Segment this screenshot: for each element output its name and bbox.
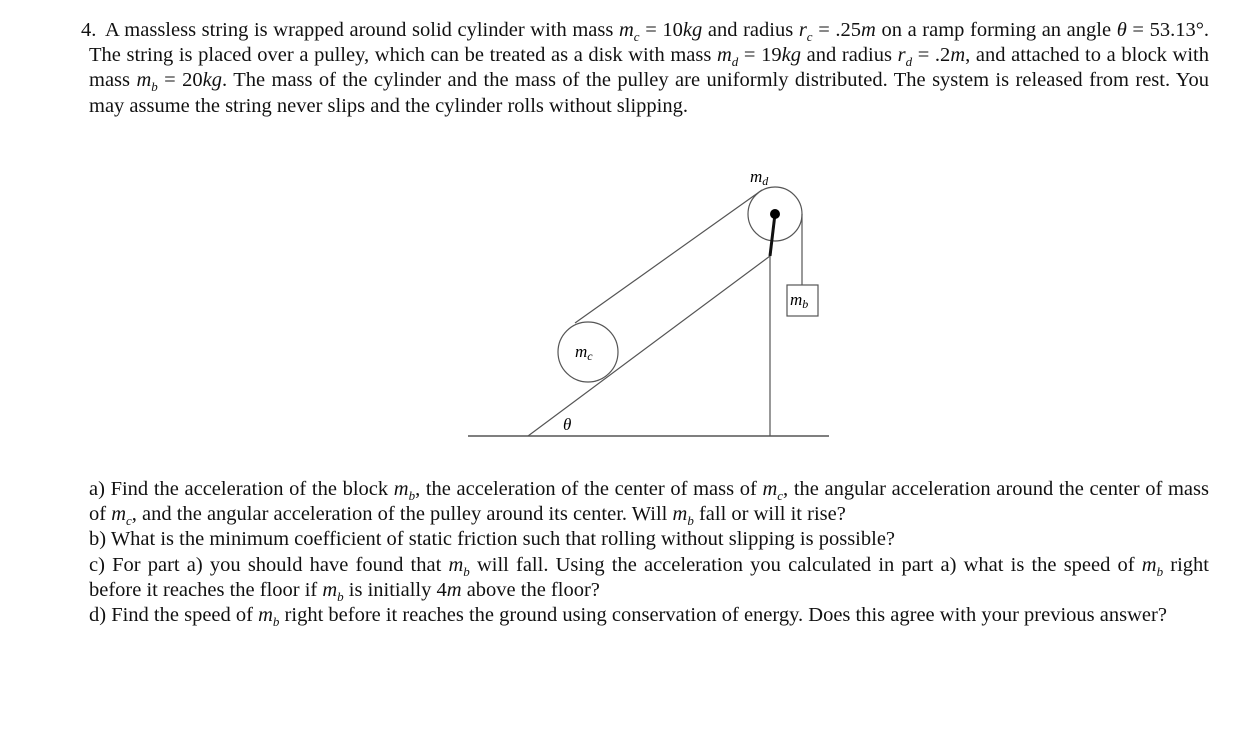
math-symbol: b [151,79,158,95]
math-symbol: b [272,614,280,630]
text-segment: = 10 [639,19,683,41]
text-segment: a) Find the acceleration of the block [89,478,394,500]
math-symbol: kg [682,19,703,41]
question-part [89,553,1209,603]
text-segment: b) What is the minimum coefficient of static friction such that rolling without slipping is possible? [89,528,896,551]
math-symbol: c [633,29,640,45]
math-symbol: m [322,578,338,601]
cylinder-label: mc [575,342,593,363]
math-symbol: c [806,29,813,45]
text-segment: fall or will it rise? [693,503,846,526]
text-segment: on a ramp forming an angle [875,19,1117,41]
math-symbol: r [798,19,807,41]
text-segment: , the acceleration of the center of mass of [415,478,763,500]
question-part [89,477,1209,527]
math-symbol: m [861,19,876,41]
text-segment: d) Find the speed of [89,604,259,627]
text-segment: , and attached to a block with mass [89,44,1210,92]
math-symbol: b [1156,563,1164,579]
math-symbol: m [618,19,634,41]
math-symbol: b [337,588,344,604]
math-symbol: m [393,478,409,500]
math-symbol: b [687,513,694,529]
text-segment: = 20 [157,69,203,92]
text-segment: right before it reaches the ground using conservation of energy. Does this agree with your previous answer? [279,604,1167,627]
string-upper [575,190,762,323]
math-symbol: kg [202,69,223,92]
math-symbol: d [905,54,913,70]
math-symbol: d [731,54,739,70]
math-symbol: m [448,553,464,576]
text-segment: and radius [702,19,799,41]
math-symbol: m [762,478,778,500]
math-symbol: m [446,578,462,601]
math-symbol: b [408,488,416,504]
text-segment: = 53.13°. The string is placed over a pulley, which can be treated as a disk with mass [89,19,1210,67]
math-symbol: θ [1116,19,1127,41]
block-label: mb [790,290,809,311]
angle-label: θ [563,415,572,434]
math-symbol: m [1141,553,1157,576]
problem-parts [89,477,1209,628]
math-symbol: c [777,488,784,504]
text-segment: will fall. Using the acceleration you calculated in part a) what is the speed of [469,553,1142,576]
text-segment: is initially 4 [343,578,447,601]
text-segment: = .25 [812,19,862,41]
text-segment: = .2 [912,44,951,67]
text-segment: and radius [800,44,898,67]
math-symbol: m [950,44,966,67]
question-part [89,527,1209,552]
math-symbol: b [463,563,470,579]
math-symbol: m [258,604,273,627]
text-segment: A massless string is wrapped around solid cylinder with mass [105,19,619,41]
text-segment: above the floor? [461,578,600,601]
text-segment: , the angular acceleration around the center of mass of [89,478,1209,526]
text-segment: right before it reaches the floor if [89,553,1210,601]
math-symbol: m [672,503,688,526]
question-part [89,603,1209,628]
math-symbol: c [126,513,132,529]
text-segment: , and the angular acceleration of the pulley around its center. Will [131,503,673,526]
math-symbol: m [111,503,127,526]
text-segment: c) For part a) you should have found that [89,553,449,576]
math-symbol: m [136,69,152,92]
pulley-label: md [750,167,769,188]
problem-number: 4. [81,19,97,41]
math-symbol: r [897,44,906,67]
pulley-axle [770,209,780,219]
text-segment: . The mass of the cylinder and the mass of the pulley are uniformly distributed. The system is released from rest. You may assume the string never slips and the cylinder rolls without slipping. [89,69,1210,117]
text-segment: = 19 [738,44,782,67]
math-symbol: m [716,44,732,67]
math-symbol: kg [781,44,801,67]
